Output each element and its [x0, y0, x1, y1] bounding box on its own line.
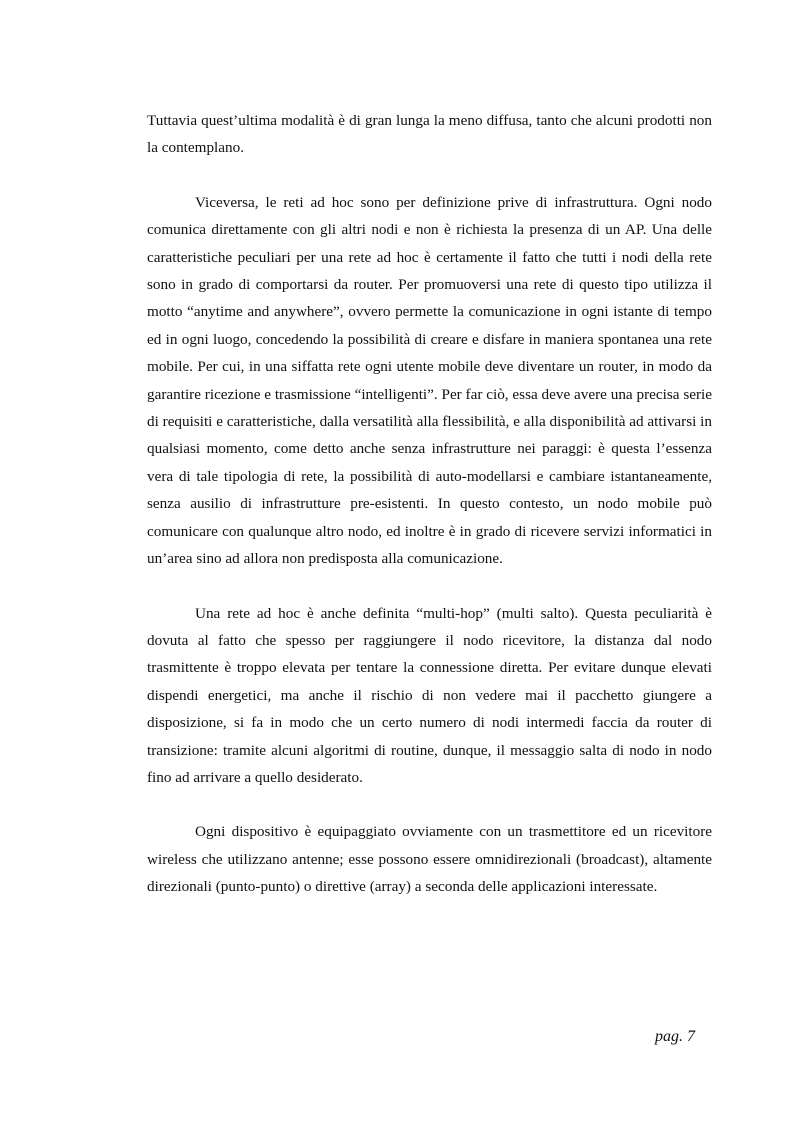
- paragraph-devices-antennas: Ogni dispositivo è equipaggiato ovviamente con un trasmettitore ed un ricevitore wireless che utilizzano antenne; esse possono essere omnidirezionali (broadcast), altamente direzionali (punto-punto) o direttive (array) a seconda delle applicazioni interessate.: [147, 823, 712, 896]
- paragraph-gap: [147, 162, 712, 189]
- paragraph-gap: [147, 791, 712, 818]
- paragraph-gap: [147, 573, 712, 600]
- paragraph-multi-hop: Una rete ad hoc è anche definita “multi-hop” (multi salto). Questa peculiarità è dovuta al fatto che spesso per raggiungere il nodo ricevitore, la distanza dal nodo trasmittente è troppo elevata per tentare la connessione diretta. Per evitare dunque elevati dispendi energetici, ma anche il rischio di non vedere mai il pacchetto giungere a disposizione, si fa in modo che un certo numero di nodi intermedi faccia da router di transizione: tramite alcuni algoritmi di routine, dunque, il messaggio salta di nodo in nodo fino ad arrivare a quello desiderato.: [147, 604, 712, 786]
- paragraph-continuation: Tuttavia quest’ultima modalità è di gran lunga la meno diffusa, tanto che alcuni prodotti non la contemplano.: [147, 112, 712, 157]
- page-number: pag. 7: [655, 1028, 695, 1045]
- paragraph-ad-hoc-networks: Viceversa, le reti ad hoc sono per definizione prive di infrastruttura. Ogni nodo comunica direttamente con gli altri nodi e non è richiesta la presenza di un AP. Una delle caratteristiche peculiari per una rete ad hoc è certamente il fatto che tutti i nodi della rete sono in grado di comportarsi da router. Per promuoversi una rete di questo tipo utilizza il motto “anytime and anywhere”, ovvero permette la comunicazione in ogni istante di tempo ed in ogni luogo, concedendo la possibilità di creare e disfare in maniera spontanea una rete mobile. Per cui, in una siffatta rete ogni utente mobile deve diventare un router, in modo da garantire ricezione e trasmissione “intelligenti”. Per far ciò, essa deve avere una precisa serie di requisiti e caratteristiche, dalla versatilità alla flessibilità, e alla disponibilità ad attivarsi in qualsiasi momento, come detto anche senza infrastrutture nei paraggi: è questa l’essenza vera di tale tipologia di rete, la possibilità di auto-modellarsi e cambiare istantaneamente, senza ausilio di infrastrutture pre-esistenti. In questo contesto, un nodo mobile può comunicare con qualunque altro nodo, ed inoltre è in grado di ricevere servizi informatici in un’area sino ad allora non predisposta alla comunicazione.: [147, 193, 712, 568]
- page-body: [147, 107, 712, 901]
